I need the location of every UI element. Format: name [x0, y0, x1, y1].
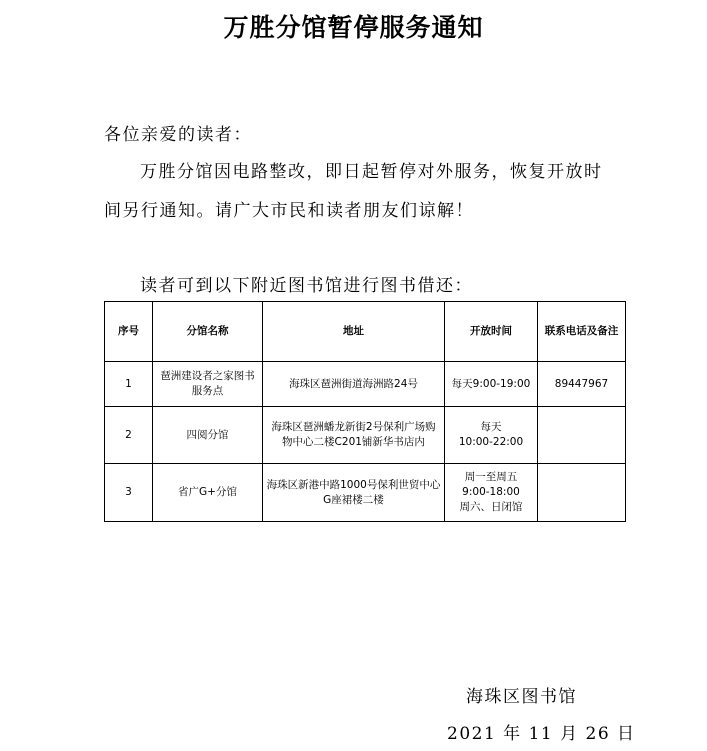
signature-date: 2021 年 11 月 26 日 [447, 724, 636, 744]
table-row [105, 407, 626, 464]
address-line: 海珠区琶洲街道海洲路24号 [289, 377, 418, 390]
opening-hours [445, 464, 538, 522]
address-line: 物中心二楼C201铺新华书店内 [282, 436, 425, 448]
opening-hours [445, 407, 538, 464]
hours-line: 每天9:00-19:00 [451, 377, 531, 390]
table-header-row [105, 302, 626, 362]
branch-name-line: 琶洲建设者之家图书 [160, 370, 255, 382]
address-line: G座裙楼二楼 [323, 493, 384, 506]
body-paragraph-line-1: 万胜分馆因电路整改，即日起暂停对外服务，恢复开放时 [140, 162, 603, 182]
phone-and-notes [538, 464, 626, 522]
opening-hours [445, 362, 538, 407]
hours-line: 9:00-18:00 [462, 486, 520, 498]
nearby-libraries-table [104, 301, 626, 522]
header-hours: 开放时间 [445, 302, 538, 362]
branch-name [153, 464, 263, 522]
hours-line: 每天 [480, 421, 502, 433]
address-line: 海珠区琶洲蟠龙新街2号保利广场购 [271, 421, 436, 433]
header-address: 地址 [263, 302, 445, 362]
greeting: 各位亲爱的读者： [104, 125, 252, 145]
branch-name-line: 服务点 [191, 385, 224, 397]
address-line: 海珠区新港中路1000号保利世贸中心 [266, 478, 441, 491]
phone-and-notes: 89447967 [538, 362, 626, 407]
hours-line: 周六、日闭馆 [459, 501, 523, 513]
hours-line: 10:00-22:00 [458, 436, 524, 448]
body-paragraph-line-2: 间另行通知。请广大市民和读者朋友们谅解！ [104, 201, 474, 221]
nearby-libraries-intro: 读者可到以下附近图书馆进行图书借还： [140, 276, 473, 296]
branch-name-line: 省广G+分馆 [178, 486, 237, 498]
row-number: 2 [105, 407, 153, 464]
signature-organization: 海珠区图书馆 [466, 687, 577, 707]
table-row [105, 362, 626, 407]
row-number: 1 [105, 362, 153, 407]
branch-name [153, 362, 263, 407]
header-branch-name: 分馆名称 [153, 302, 263, 362]
branch-address [263, 362, 445, 407]
hours-line: 周一至周五 [464, 471, 518, 483]
header-no: 序号 [105, 302, 153, 362]
branch-address [263, 407, 445, 464]
branch-name-line: 四阅分馆 [186, 428, 229, 441]
table-row [105, 464, 626, 522]
phone-and-notes [538, 407, 626, 464]
notice-title: 万胜分馆暂停服务通知 [223, 13, 484, 42]
branch-address [263, 464, 445, 522]
row-number: 3 [105, 464, 153, 522]
header-phone: 联系电话及备注 [538, 302, 626, 362]
branch-name [153, 407, 263, 464]
